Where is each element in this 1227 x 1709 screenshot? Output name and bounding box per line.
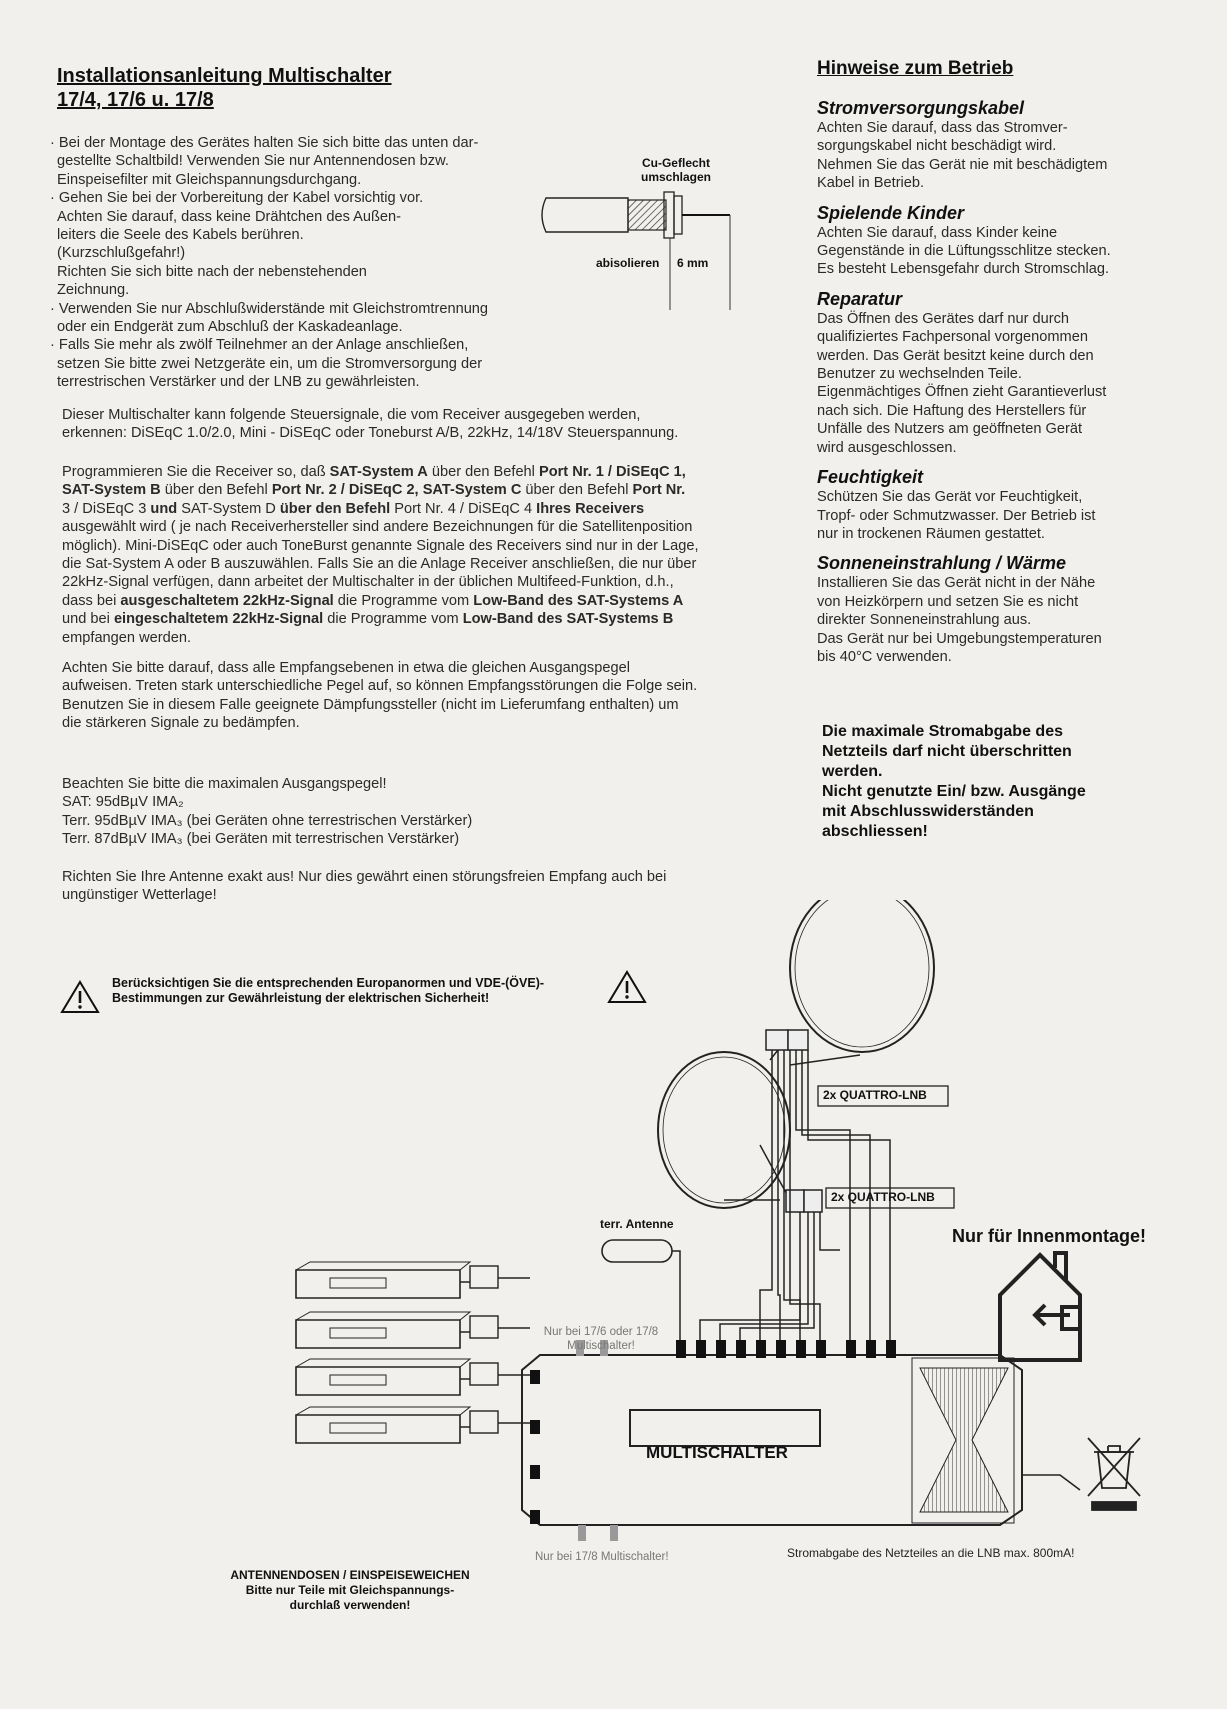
instruction-line: setzen Sie bitte zwei Netzgeräte ein, um die Stromversorgung der — [57, 355, 483, 372]
note-line: Schützen Sie das Gerät vor Feuchtigkeit, — [817, 489, 1083, 506]
note-heading: Sonneneinstrahlung / Wärme — [817, 553, 1067, 574]
terr-antenna-label: terr. Antenne — [600, 1217, 674, 1231]
safety-line: Bestimmungen zur Gewährleistung der elektrischen Sicherheit! — [112, 991, 490, 1005]
note-line: Nur bei 17/6 oder 17/8 — [543, 1326, 659, 1338]
note-line: Eigenmächtiges Öffnen zieht Garantieverlust — [817, 384, 1107, 401]
sockets-line: Bitte nur Teile mit Gleichspannungs- — [245, 1583, 455, 1597]
levels-paragraph — [62, 659, 782, 733]
note-line: Tropf- oder Schmutzwasser. Der Betrieb ist — [817, 507, 1096, 524]
cable-label-line1: Cu-Geflecht — [641, 156, 710, 170]
note-line: Achten Sie darauf, dass das Stromver- — [817, 120, 1068, 136]
programming-line: SAT-System B über den Befehl Port Nr. 2 / DiSEqC 2, SAT-System C über den Befehl Port Nr. — [62, 482, 686, 499]
programming-line: 22kHz-Signal verfügen, dann arbeitet der Multischalter in der üblichen Multifeed-Funktion, d.h., — [62, 574, 674, 591]
instruction-line: gestellte Schaltbild! Verwenden Sie nur Antennendosen bzw. — [57, 153, 449, 170]
levels-line: aufweisen. Treten stark unterschiedliche Pegel auf, so können Empfangsstörungen die Folge sein. — [62, 678, 698, 695]
note-section — [817, 467, 1177, 543]
note-heading: Feuchtigkeit — [817, 467, 924, 488]
wiring-diagram — [0, 900, 1227, 1620]
signals-paragraph — [62, 406, 762, 443]
warning-line: abschliessen! — [822, 823, 928, 840]
max-levels-line: SAT: 95dBµV IMA₂ — [62, 794, 184, 811]
note-line: Benutzer zu wechselnden Teile. — [817, 366, 1022, 383]
note-line: werden. Das Gerät besitzt keine durch den — [817, 347, 1094, 364]
instruction-line: Zeichnung. — [57, 282, 130, 299]
programming-line: ausgewählt wird ( je nach Receiverhersteller sind andere Bezeichnungen für die Satellitenposition — [62, 519, 693, 536]
strip-label: abisolieren — [596, 256, 660, 270]
warning-line: Nicht genutzte Ein/ bzw. Ausgänge — [822, 783, 1086, 800]
operating-notes — [817, 98, 1177, 666]
levels-line: Benutzen Sie in diesem Falle geeignete Dämpfungssteller (nicht im Lieferumfang enthalten) um — [62, 696, 679, 713]
safety-line: Berücksichtigen Sie die entsprechenden Europanormen und VDE-(ÖVE)- — [112, 976, 545, 990]
recycle-bin-icon — [1088, 1438, 1140, 1510]
indoor-only-label: Nur für Innenmontage! — [952, 1226, 1146, 1246]
note-section — [817, 553, 1177, 666]
power-note: Stromabgabe des Netzteiles an die LNB max. 800mA! — [787, 1546, 1075, 1560]
strip-length: 6 mm — [677, 256, 709, 270]
note-line: Nehmen Sie das Gerät nie mit beschädigtem — [817, 156, 1108, 173]
note-line: Kabel in Betrieb. — [817, 175, 925, 192]
max-levels-line: Terr. 87dBµV IMA₃ (bei Geräten mit terrestrischen Verstärker) — [62, 831, 460, 848]
signals-line: erkennen: DiSEqC 1.0/2.0, Mini - DiSEqC oder Toneburst A/B, 22kHz, 14/18V Steuerspannung. — [62, 425, 679, 442]
note-line: nach sich. Die Haftung des Herstellers für — [817, 402, 1087, 419]
note-line: Das Öffnen des Gerätes darf nur durch — [817, 310, 1070, 327]
receiver — [296, 1407, 530, 1443]
instruction-line: Achten Sie darauf, dass keine Drähtchen des Außen- — [57, 208, 401, 225]
signals-line: Dieser Multischalter kann folgende Steuersignale, die vom Receiver ausgegeben werden, — [62, 407, 641, 423]
lnb-label-top: 2x QUATTRO-LNB — [823, 1088, 927, 1102]
warning-line: mit Abschlusswiderständen — [822, 803, 1034, 820]
note-17-8: Nur bei 17/8 Multischalter! — [535, 1551, 669, 1563]
receiver — [296, 1312, 530, 1348]
note-section — [817, 203, 1177, 279]
note-line: sorgungskabel nicht beschädigt wird. — [817, 138, 1057, 155]
note-line: wird ausgeschlossen. — [817, 439, 957, 456]
note-line: Gegenstände in die Lüftungsschlitze stecken. — [817, 243, 1111, 260]
programming-line: dass bei ausgeschaltetem 22kHz-Signal die Programme vom Low-Band des SAT-Systems A — [62, 592, 684, 609]
note-17-6-17-8 — [526, 1325, 676, 1353]
programming-line: die Sat-System A oder B auszuwählen. Falls Sie an die Anlage Receiver anschließen, die nur über — [62, 556, 697, 573]
satellite-dish-upper — [790, 900, 934, 1052]
title-line-2: 17/4, 17/6 u. 17/8 — [57, 89, 214, 111]
note-line: Installieren Sie das Gerät nicht in der Nähe — [817, 575, 1096, 592]
warning-line: Netzteils darf nicht überschritten — [822, 743, 1072, 760]
programming-paragraph — [62, 463, 782, 647]
instruction-line: · Bei der Montage des Gerätes halten Sie sich bitte das unten dar- — [50, 135, 479, 151]
sockets-line: ANTENNENDOSEN / EINSPEISEWEICHEN — [230, 1568, 470, 1582]
instruction-line: terrestrischen Verstärker und der LNB zu gewährleisten. — [57, 374, 420, 391]
instruction-line: leiters die Seele des Kabels berühren. — [57, 227, 304, 244]
note-line: Achten Sie darauf, dass Kinder keine — [817, 224, 1058, 241]
warning-line: werden. — [822, 763, 883, 780]
note-section — [817, 289, 1177, 457]
note-line: nur in trockenen Räumen gestattet. — [817, 525, 1045, 542]
cable-label-line2: umschlagen — [640, 170, 712, 184]
instruction-line: · Verwenden Sie nur Abschlußwiderstände mit Gleichstromtrennung — [50, 300, 489, 317]
lnb-label-bottom: 2x QUATTRO-LNB — [831, 1190, 935, 1204]
house-indoor-icon — [1000, 1253, 1080, 1360]
instruction-line: · Falls Sie mehr als zwölf Teilnehmer an der Anlage anschließen, — [50, 337, 469, 354]
cable-stripping-drawing — [540, 150, 740, 340]
warning-line: Die maximale Stromabgabe des — [822, 723, 1063, 740]
sockets-note — [200, 1568, 500, 1613]
programming-line: 3 / DiSEqC 3 und SAT-System D über den Befehl Port Nr. 4 / DiSEqC 4 Ihres Receivers — [62, 500, 645, 517]
note-line: Das Gerät nur bei Umgebungstemperaturen — [817, 630, 1102, 647]
page-title — [57, 64, 392, 112]
max-levels-line: Terr. 95dBµV IMA₃ (bei Geräten ohne terrestrischen Verstärker) — [62, 812, 473, 829]
note-heading: Stromversorgungskabel — [817, 98, 1025, 118]
title-line-1: Installationsanleitung Multischalter — [57, 65, 392, 87]
note-heading: Spielende Kinder — [817, 202, 965, 223]
instruction-line: oder ein Endgerät zum Abschluß der Kaskadeanlage. — [57, 319, 403, 336]
note-section — [817, 98, 1177, 193]
receiver — [296, 1359, 530, 1395]
programming-line: und bei eingeschaltetem 22kHz-Signal die Programme vom Low-Band des SAT-Systems B — [62, 611, 674, 628]
max-levels-line: Beachten Sie bitte die maximalen Ausgangspegel! — [62, 776, 387, 792]
levels-line: Achten Sie bitte darauf, dass alle Empfangsebenen in etwa die gleichen Ausgangspegel — [62, 660, 630, 676]
levels-line: die stärkeren Signale zu bedämpfen. — [62, 715, 300, 732]
antenna-line: Richten Sie Ihre Antenne exakt aus! Nur dies gewährt einen störungsfreien Empfang auch bei — [62, 869, 667, 885]
note-line: von Heizkörpern und setzen Sie es nicht — [817, 593, 1079, 610]
max-levels-paragraph — [62, 775, 782, 849]
programming-line: möglich). Mini-DiSEqC oder auch ToneBurst genannte Signale des Receivers sind nur in der Lage, — [62, 537, 699, 554]
note-line: bis 40°C verwenden. — [817, 648, 952, 665]
note-line: direkter Sonneneinstrahlung aus. — [817, 612, 1032, 629]
note-line: Multischalter! — [567, 1340, 635, 1352]
programming-line: Programmieren Sie die Receiver so, daß SAT-System A über den Befehl Port Nr. 1 / DiSEqC 1, — [62, 464, 686, 480]
instruction-line: (Kurzschlußgefahr!) — [57, 245, 186, 262]
antenna-line: ungünstiger Wetterlage! — [62, 887, 217, 904]
instruction-line: · Gehen Sie bei der Vorbereitung der Kabel vorsichtig vor. — [50, 190, 424, 207]
power-warning — [822, 722, 1152, 842]
note-line: Es besteht Lebensgefahr durch Stromschlag. — [817, 261, 1110, 278]
satellite-dish-lower — [658, 1052, 790, 1208]
operating-notes-title: Hinweise zum Betrieb — [817, 58, 1014, 79]
note-line: qualifiziertes Fachpersonal vorgenommen — [817, 329, 1088, 346]
instruction-line: Einspeisefilter mit Gleichspannungsdurchgang. — [57, 171, 362, 188]
intro-instructions — [50, 134, 550, 392]
note-line: Unfälle des Nutzers am geöffneten Gerät — [817, 421, 1082, 438]
note-heading: Reparatur — [817, 288, 903, 309]
sockets-line: durchlaß verwenden! — [289, 1598, 411, 1612]
instruction-line: Richten Sie sich bitte nach der nebenstehenden — [57, 263, 367, 280]
programming-line: empfangen werden. — [62, 629, 191, 646]
receiver — [296, 1262, 530, 1298]
multischalter-label: MULTISCHALTER — [646, 1443, 788, 1462]
